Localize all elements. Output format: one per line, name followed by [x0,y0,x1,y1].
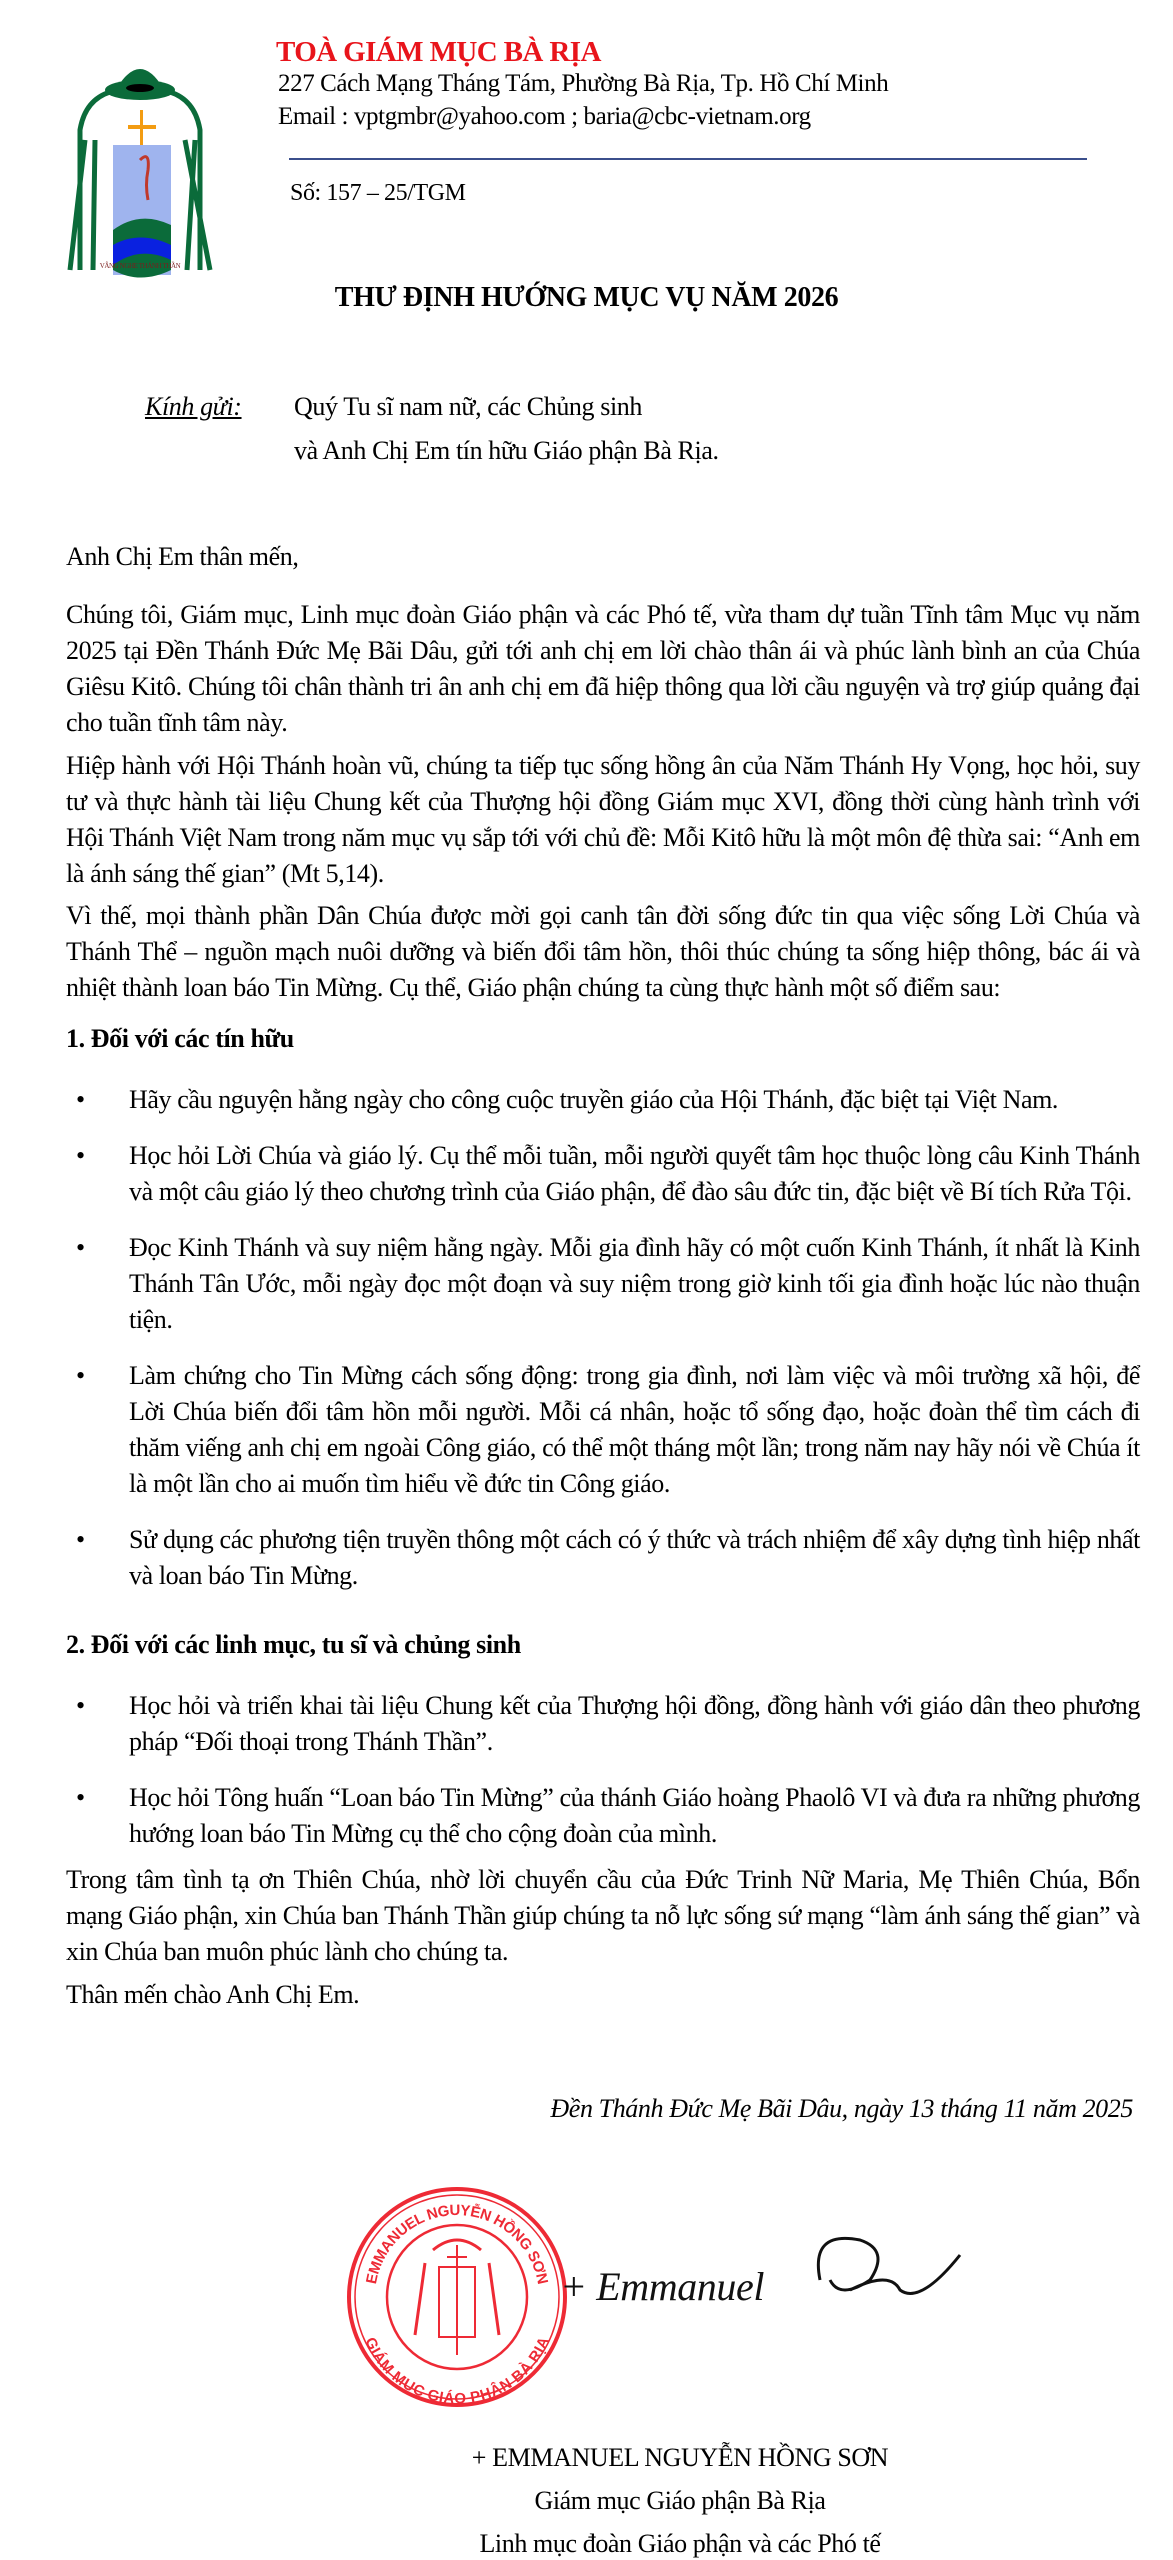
list-item-text: Học hỏi Tông huấn “Loan báo Tin Mừng” của thánh Giáo hoàng Phaolô VI và đưa ra những phương hướng loan báo Tin Mừng cụ thể cho cộng đoàn của mình. [129,1783,1140,1848]
bullet-icon: • [76,1783,85,1812]
list-item [66,1780,1140,1852]
farewell: Thân mến chào Anh Chị Em. [66,1980,360,2009]
bullet-icon: • [76,1233,85,1262]
bishop-seal-stamp [345,2185,570,2410]
recipients-line-1: Quý Tu sĩ nam nữ, các Chủng sinh [294,392,642,421]
closing-paragraph: Trong tâm tình tạ ơn Thiên Chúa, nhờ lời chuyển cầu của Đức Trinh Nữ Maria, Mẹ Thiên Chúa, Bổn mạng Giáo phận, xin Chúa ban Thánh Thần giúp chúng ta nỗ lực sống sứ mạng “làm ánh sáng thế gian” và xin Chúa ban muôn phúc lành cho chúng ta. [66,1865,1140,1966]
letter-title: THƯ ĐỊNH HƯỚNG MỤC VỤ NĂM 2026 [334,282,839,313]
org-email: Email : vptgmbr@yahoo.com ; baria@cbc-vietnam.org [278,103,811,130]
list-item-text: Học hỏi Lời Chúa và giáo lý. Cụ thể mỗi tuần, mỗi người quyết tâm học thuộc lòng câu Kinh Thánh và một câu giáo lý theo chương trình của Giáo phận, để đào sâu đức tin, đặc biệt về Bí tích Rửa Tội. [129,1141,1140,1206]
org-name: TOÀ GIÁM MỤC BÀ RỊA [276,36,601,68]
list-item-text: Sử dụng các phương tiện truyền thông một cách có ý thức và trách nhiệm để xây dựng tình hiệp nhất và loan báo Tin Mừng. [129,1525,1140,1590]
list-item [66,1082,1140,1118]
signer-role-2: Linh mục đoàn Giáo phận và các Phó tế [479,2529,881,2558]
header-divider [289,158,1087,160]
recipients-label: Kính gửi: [145,392,242,421]
bullet-icon: • [76,1085,85,1114]
list-item [66,1138,1140,1210]
paragraph-1: Chúng tôi, Giám mục, Linh mục đoàn Giáo phận và các Phó tế, vừa tham dự tuần Tĩnh tâm Mục vụ năm 2025 tại Đền Thánh Đức Mẹ Bãi Dâu, gửi tới anh chị em lời chào thân ái và phúc lành bình an của Chúa Giêsu Kitô. Chúng tôi chân thành tri ân anh chị em đã hiệp thông qua lời cầu nguyện và trợ giúp quảng đại cho tuần tĩnh tâm này. [66,600,1140,737]
paragraph-3: Vì thế, mọi thành phần Dân Chúa được mời gọi canh tân đời sống đức tin qua việc sống Lời Chúa và Thánh Thể – nguồn mạch nuôi dưỡng và biến đổi tâm hồn, thôi thúc chúng ta sống hiệp thông, bác ái và nhiệt thành loan báo Tin Mừng. Cụ thể, Giáo phận chúng ta cùng thực hành một số điểm sau: [66,901,1140,1002]
handwritten-signature [560,2220,980,2340]
org-address: 227 Cách Mạng Tháng Tám, Phường Bà Rịa, Tp. Hồ Chí Minh [278,70,889,97]
seal-top-text: EMMANUEL NGUYỄN HỒNG SƠN [363,2201,551,2286]
signer-name: + EMMANUEL NGUYỄN HỒNG SƠN [471,2443,889,2472]
signature-text: + Emmanuel [560,2264,765,2309]
bullet-icon: • [76,1141,85,1170]
list-item-text: Làm chứng cho Tin Mừng cách sống động: trong gia đình, nơi làm việc và môi trường xã hội, để Lời Chúa biến đổi tâm hồn mỗi người. Mỗi cá nhân, hoặc tổ sống đạo, hoặc đoàn thể tìm cách đi thăm viếng anh chị em ngoài Công giáo, có thể một tháng một lần; trong năm nay hãy nói về Chúa ít là một lần cho ai muốn tìm hiểu về đức tin Công giáo. [129,1361,1140,1498]
greeting: Anh Chị Em thân mến, [66,542,299,571]
section-2-list [66,1688,1140,1872]
bullet-icon: • [76,1525,85,1554]
signer-role-1: Giám mục Giáo phận Bà Rịa [534,2486,826,2515]
section-1-list [66,1082,1140,1614]
list-item-text: Đọc Kinh Thánh và suy niệm hằng ngày. Mỗi gia đình hãy có một cuốn Kinh Thánh, ít nhất là Kinh Thánh Tân Ước, mỗi ngày đọc một đoạn và suy niệm trong giờ kinh tối gia đình hoặc lúc nào thuận tiện. [129,1233,1140,1334]
diocese-coat-of-arms-logo [55,50,225,280]
reference-number: Số: 157 – 25/TGM [290,180,466,206]
section-1-heading: 1. Đối với các tín hữu [66,1024,294,1053]
list-item-text: Học hỏi và triển khai tài liệu Chung kết của Thượng hội đồng, đồng hành với giáo dân theo phương pháp “Đối thoại trong Thánh Thần”. [129,1691,1140,1756]
place-and-date: Đền Thánh Đức Mẹ Bãi Dâu, ngày 13 tháng 11 năm 2025 [550,2094,1133,2123]
recipients-line-2: và Anh Chị Em tín hữu Giáo phận Bà Rịa. [294,436,719,465]
paragraph-2: Hiệp hành với Hội Thánh hoàn vũ, chúng ta tiếp tục sống hồng ân của Năm Thánh Hy Vọng, học hỏi, suy tư và thực hành tài liệu Chung kết của Thượng hội đồng Giám mục XVI, đồng thời cùng hành trình với Hội Thánh Việt Nam trong năm mục vụ sắp tới với chủ đề: Mỗi Kitô hữu là một môn đệ thừa sai: “Anh em là ánh sáng thế gian” (Mt 5,14). [66,751,1140,888]
list-item [66,1358,1140,1502]
list-item-text: Hãy cầu nguyện hằng ngày cho công cuộc truyền giáo của Hội Thánh, đặc biệt tại Việt Nam. [129,1085,1059,1114]
seal-bottom-text: GIÁM MỤC GIÁO PHẬN BÀ RỊA [361,2334,553,2408]
bullet-icon: • [76,1691,85,1720]
bullet-icon: • [76,1361,85,1390]
list-item [66,1522,1140,1594]
section-2-heading: 2. Đối với các linh mục, tu sĩ và chủng sinh [66,1630,521,1659]
list-item [66,1688,1140,1760]
list-item [66,1230,1140,1338]
logo-motto: VÂNG NGHE THÁNH THẦN [99,262,181,270]
